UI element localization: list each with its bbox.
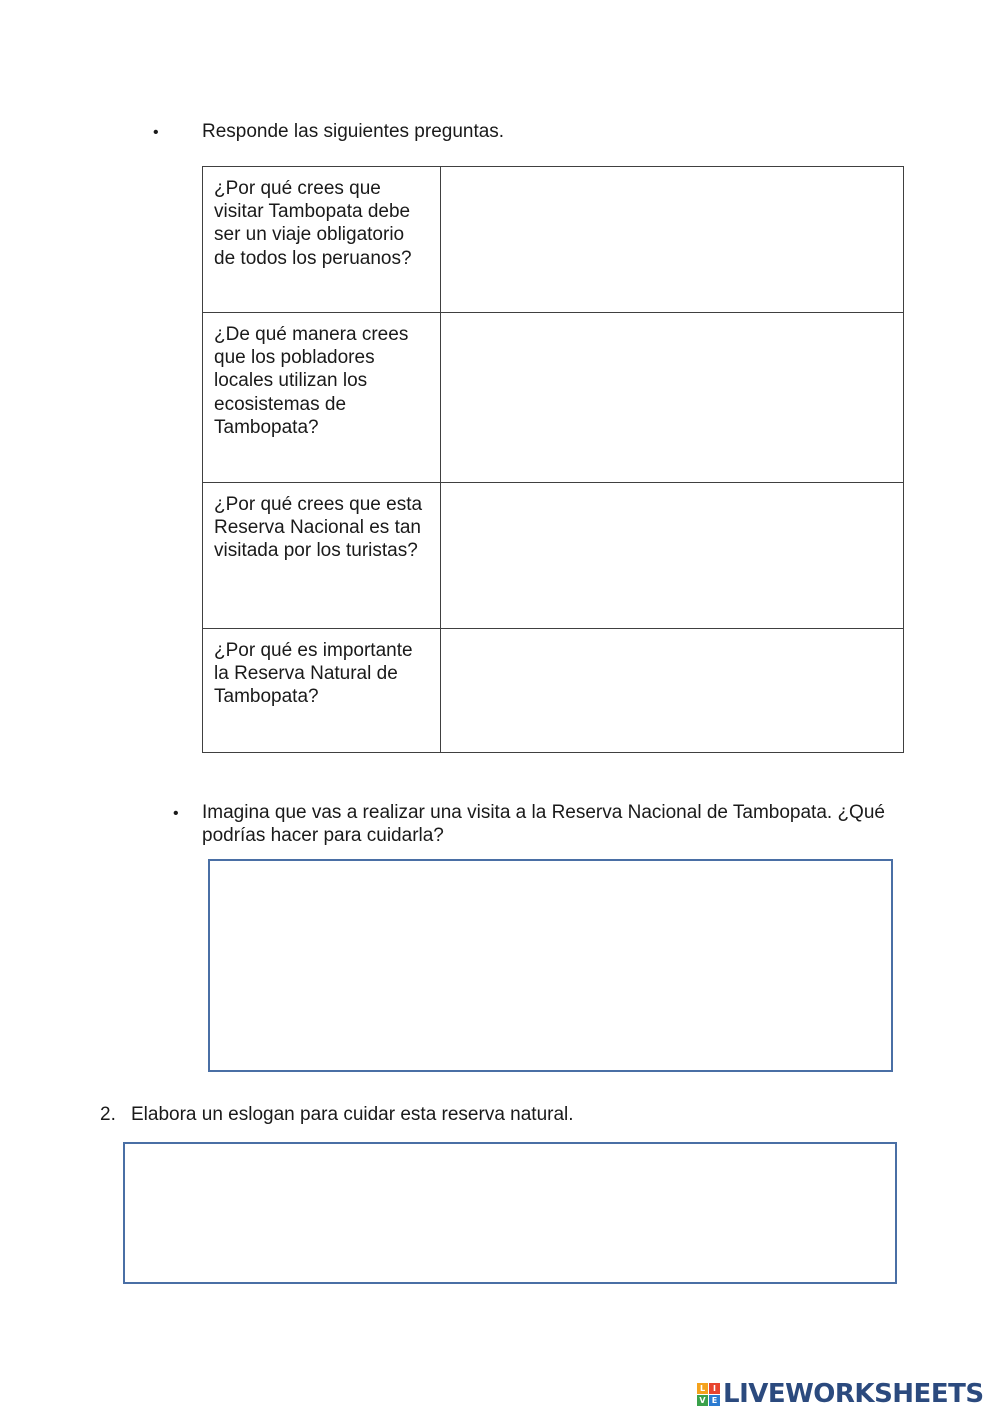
table-row <box>203 629 904 753</box>
question-cell <box>203 167 441 313</box>
answer-cell[interactable] <box>441 167 904 313</box>
question-text: ¿Por qué crees que esta Reserva Nacional es tan visitada por los turistas? <box>214 494 423 562</box>
live-icon-letter: L <box>697 1383 708 1394</box>
question-text: ¿Por qué es importante la Reserva Natural de Tambopata? <box>214 640 413 708</box>
liveworksheets-logo <box>697 1377 984 1411</box>
live-icon-letter: V <box>697 1395 708 1406</box>
question-cell <box>203 483 441 629</box>
table-row <box>203 313 904 483</box>
table-row <box>203 483 904 629</box>
bullet-marker: • <box>153 124 159 141</box>
questions-table <box>202 166 904 753</box>
brand-name: LIVEWORKSHEETS <box>723 1379 984 1409</box>
question-text: ¿De qué manera crees que los pobladores locales utilizan los ecosistemas de Tambopata? <box>214 324 409 438</box>
instruction-imagine-visit: Imagina que vas a realizar una visita a la Reserva Nacional de Tambopata. ¿Qué podrías hacer para cuidarla? <box>202 802 885 846</box>
live-icon-letter: I <box>709 1383 720 1394</box>
instruction-answer-questions: Responde las siguientes preguntas. <box>202 121 505 142</box>
question-cell <box>203 313 441 483</box>
live-icon-letter: E <box>709 1395 720 1406</box>
answer-cell[interactable] <box>441 483 904 629</box>
live-icon <box>697 1383 720 1406</box>
question-cell <box>203 629 441 753</box>
slogan-answer-box[interactable] <box>123 1142 897 1284</box>
table-row <box>203 167 904 313</box>
question-text: ¿Por qué crees que visitar Tambopata debe ser un viaje obligatorio de todos los peruanos? <box>214 178 412 269</box>
question-number: 2. <box>100 1104 116 1125</box>
care-answer-box[interactable] <box>208 859 893 1072</box>
question-slogan-text: Elabora un eslogan para cuidar esta reserva natural. <box>131 1104 574 1125</box>
answer-cell[interactable] <box>441 313 904 483</box>
bullet-marker: • <box>173 805 179 822</box>
answer-cell[interactable] <box>441 629 904 753</box>
